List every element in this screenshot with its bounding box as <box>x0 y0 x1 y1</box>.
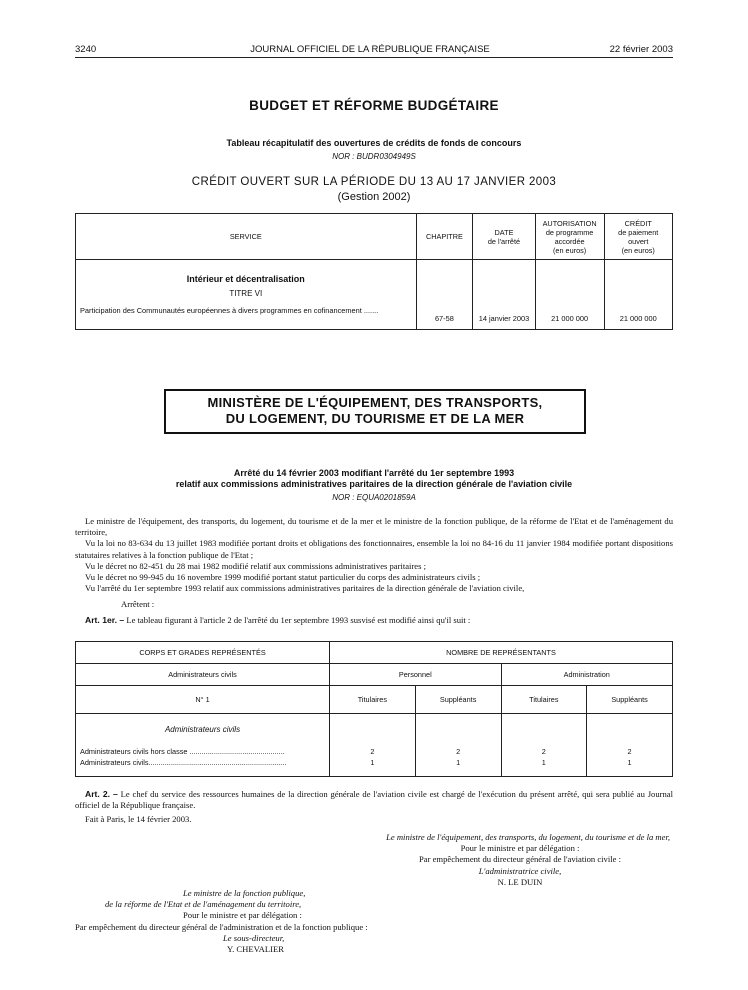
table-cell-value: 1 <box>456 758 461 767</box>
n1-header: N° 1 <box>76 686 330 714</box>
article-1-label: Art. 1er. – <box>85 614 125 625</box>
arretent: Arrêtent : <box>121 599 155 610</box>
article-1 <box>75 615 673 626</box>
table-row-label: Administrateurs civils.................................................................... <box>80 758 287 767</box>
credit-period: CRÉDIT OUVERT SUR LA PÉRIODE DU 13 AU 17 JANVIER 2003 <box>191 176 557 188</box>
table-cell-value: 2 <box>541 747 546 756</box>
ministry-box <box>164 389 586 434</box>
visa-decret-1999: Vu le décret no 99-945 du 16 novembre 1999 modifié portant statut particulier du corps des administrateurs civils ; <box>85 572 481 583</box>
arrete-title2: relatif aux commissions administratives paritaires de la direction générale de l'aviation civile <box>175 479 573 489</box>
signature-fonction-publique <box>75 888 455 955</box>
titulaires-personnel-header: Titulaires <box>330 686 416 714</box>
sig2-minister: Le ministre de la fonction publique, <box>183 888 306 898</box>
titulaires-administration-header: Titulaires <box>501 686 587 714</box>
suppleants-personnel-cell <box>415 714 501 777</box>
suppleants-personnel-header: Suppléants <box>415 686 501 714</box>
sig2-delegation: Pour le ministre et par délégation : <box>183 910 302 921</box>
service-cell <box>76 260 417 330</box>
sig1-empechement: Par empêchement du directeur général de l'aviation civile : <box>419 854 621 865</box>
visa-arrete-1993: Vu l'arrêté du 1er septembre 1993 relatif aux commissions administratives paritaires de la direction générale de l'aviation civile, <box>85 583 525 594</box>
sig1-delegation: Pour le ministre et par délégation : <box>460 843 580 854</box>
personnel-header: Personnel <box>330 664 501 686</box>
fait-a-paris: Fait à Paris, le 14 février 2003. <box>85 814 192 825</box>
signature-equipement <box>280 832 670 888</box>
admin-civils-header: Administrateurs civils <box>76 664 330 686</box>
article-1-text: Le tableau figurant à l'article 2 de l'arrêté du 1er septembre 1993 susvisé est modifié ainsi qu'il suit : <box>126 614 471 625</box>
budget-subtitle: Tableau récapitulatif des ouvertures de crédits de fonds de concours <box>226 138 522 148</box>
article-2 <box>75 789 673 811</box>
article-2-text: Le chef du service des ressources humaines de la direction générale de l'aviation civile est chargé de l'exécution du présent arrêté, qui sera publié au Journal officiel de la République française. <box>75 789 674 811</box>
table-cell-value: 1 <box>370 758 375 767</box>
service-row-label: Participation des Communautés européennes à divers programmes en cofinancement ....... <box>80 306 379 315</box>
credits-table <box>75 213 673 330</box>
administration-header: Administration <box>501 664 673 686</box>
titulaires-personnel-cell <box>330 714 416 777</box>
credit-gestion: (Gestion 2002) <box>337 191 411 203</box>
journal-title: JOURNAL OFFICIEL DE LA RÉPUBLIQUE FRANÇAISE <box>250 44 490 55</box>
sig1-title: L'administratrice civile, <box>478 865 562 876</box>
sig2-minister-cont: de la réforme de l'Etat et de l'aménagement du territoire, <box>105 899 302 910</box>
service-section: Intérieur et décentralisation <box>186 274 305 284</box>
arrete-title1: Arrêté du 14 février 2003 modifiant l'arrêté du 1er septembre 1993 <box>233 468 515 478</box>
chapitre-cell: 67-58 <box>416 260 473 330</box>
service-titre: TITRE VI <box>229 289 263 298</box>
article-2-label: Art. 2. – <box>85 789 118 799</box>
representatives-table <box>75 641 673 777</box>
sig2-empechement: Par empêchement du directeur général de l'administration et de la fonction publique : <box>75 921 368 932</box>
table-cell-value: 1 <box>627 758 632 767</box>
table-section: Administrateurs civils <box>164 725 241 734</box>
header-rule <box>75 57 673 58</box>
arrete-nor: NOR : EQUA0201859A <box>332 493 416 502</box>
ministry-line2: DU LOGEMENT, DU TOURISME ET DE LA MER <box>225 411 525 426</box>
page-number: 3240 <box>75 44 97 55</box>
arrete-preamble <box>75 516 673 626</box>
table-cell-value: 2 <box>627 747 632 756</box>
ministry-line1: MINISTÈRE DE L'ÉQUIPEMENT, DES TRANSPORTS, <box>207 395 543 410</box>
table-cell-value: 2 <box>370 747 375 756</box>
credit-cell: 21 000 000 <box>604 260 673 330</box>
suppleants-administration-header: Suppléants <box>587 686 673 714</box>
sig2-name: Y. CHEVALIER <box>227 944 284 955</box>
autorisation-cell: 21 000 000 <box>535 260 604 330</box>
date-cell: 14 janvier 2003 <box>473 260 535 330</box>
visa-decret-1982: Vu le décret no 82-451 du 28 mai 1982 modifié relatif aux commissions administratives paritaires ; <box>85 560 427 571</box>
sig1-name: N. LE DUIN <box>497 876 543 887</box>
arrete-closing <box>75 789 673 826</box>
nombre-header: NOMBRE DE REPRÉSENTANTS <box>330 642 673 664</box>
col-date-header: DATE de l'arrêté <box>473 214 535 260</box>
table-body-labels <box>76 714 330 777</box>
table-cell-value: 1 <box>541 758 546 767</box>
budget-title: BUDGET ET RÉFORME BUDGÉTAIRE <box>249 98 499 113</box>
col-autorisation-header: AUTORISATION de programme accordée (en euros) <box>535 214 604 260</box>
corps-header: CORPS ET GRADES REPRÉSENTÉS <box>76 642 330 664</box>
table-cell-value: 2 <box>456 747 461 756</box>
titulaires-administration-cell <box>501 714 587 777</box>
table-row-label: Administrateurs civils hors classe ............................................... <box>80 747 285 756</box>
visa-loi: Vu la loi no 83-634 du 13 juillet 1983 modifiée portant droits et obligations des fonctionnaires, ensemble la loi no 84-16 du 11 janvier 1984 modifiée portant dispositions statutaires relatives à la fonction publique de l'Etat ; <box>75 538 673 560</box>
col-credit-header: CRÉDIT de paiement ouvert (en euros) <box>604 214 673 260</box>
suppleants-administration-cell <box>587 714 673 777</box>
header-date: 22 février 2003 <box>609 44 673 55</box>
col-service-header: SERVICE <box>76 214 417 260</box>
preamble-ministers: Le ministre de l'équipement, des transports, du logement, du tourisme et de la mer et le ministre de la fonction publique, de la réforme de l'Etat et de l'aménagement du territoire, <box>75 516 673 538</box>
sig1-minister: Le ministre de l'équipement, des transports, du logement, du tourisme et de la mer, <box>386 832 670 842</box>
budget-nor: NOR : BUDR0304949S <box>332 152 416 161</box>
sig2-title: Le sous-directeur, <box>223 932 285 943</box>
col-chapitre-header: CHAPITRE <box>416 214 473 260</box>
